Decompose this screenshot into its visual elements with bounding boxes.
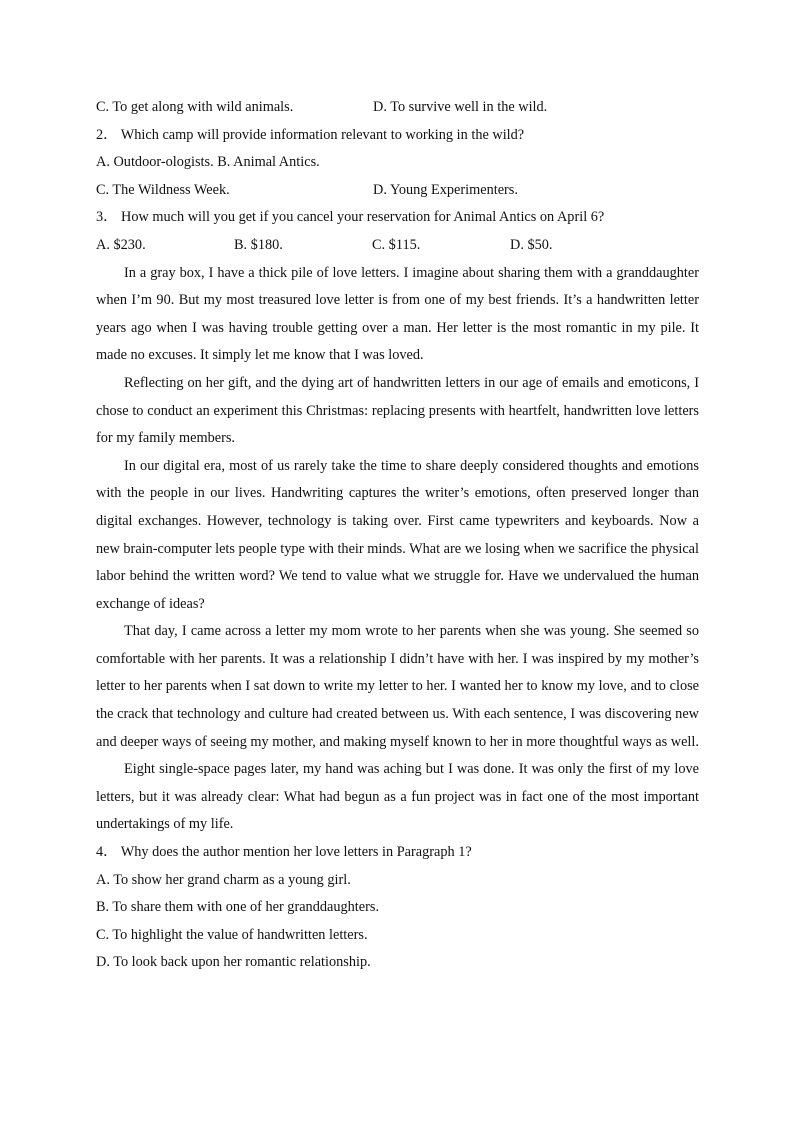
q3-options <box>96 232 699 260</box>
q4-option-d: D. To look back upon her romantic relationship. <box>96 954 371 971</box>
passage-paragraph-1-text: In a gray box, I have a thick pile of love letters. I imagine about sharing them with a granddaughter when I’m 90. But my most treasured love letter is from one of my best friends. It’s a handwritten letter years ago when I was having trouble getting over a man. Her letter is the most romantic in my pile. It made no excuses. It simply let me know that I was loved. <box>96 264 699 364</box>
q2-stem: 2． Which camp will provide information relevant to working in the wild? <box>96 126 525 143</box>
passage-paragraph-2 <box>96 370 699 453</box>
passage-paragraph-1 <box>96 260 699 370</box>
q2-option-d: D. Young Experimenters. <box>373 181 518 198</box>
q4-option-c: C. To highlight the value of handwritten letters. <box>96 926 368 943</box>
q3-option-a: A. $230. <box>96 236 146 253</box>
q4-option-a: A. To show her grand charm as a young girl. <box>96 871 351 888</box>
q2-options-ab: A. Outdoor-ologists. B. Animal Antics. <box>96 154 320 171</box>
q1-options-cd <box>96 94 699 122</box>
q1-option-c: C. To get along with wild animals. <box>96 99 294 115</box>
q2-option-c: C. The Wildness Week. <box>96 181 230 198</box>
passage-paragraph-4 <box>96 618 699 756</box>
passage-paragraph-3 <box>96 453 699 619</box>
q4-stem: 4． Why does the author mention her love letters in Paragraph 1? <box>96 844 472 861</box>
q3-option-b: B. $180. <box>234 236 283 253</box>
passage-paragraph-3-text: In our digital era, most of us rarely take the time to share deeply considered thoughts and emotions with the people in our lives. Handwriting captures the writer’s emotions, often preserved longer than digital exchanges. However, technology is taking over. First came typewriters and keyboards. Now a new brain-computer lets people type with their minds. What are we losing when we sacrifice the physical labor behind the written word? We tend to value what we struggle for. Have we undervalued the human exchange of ideas? <box>96 457 699 612</box>
document-page <box>96 94 699 977</box>
q2-options-cd <box>96 177 699 205</box>
passage-paragraph-2-text: Reflecting on her gift, and the dying art of handwritten letters in our age of emails and emoticons, I chose to conduct an experiment this Christmas: replacing presents with heartfelt, handwritten love letters for my family members. <box>96 374 699 447</box>
passage-paragraph-5 <box>96 756 699 839</box>
passage-paragraph-5-text: Eight single-space pages later, my hand was aching but I was done. It was only the first of my love letters, but it was already clear: What had begun as a fun project was in fact one of the most important undertakings of my life. <box>96 761 699 833</box>
q4-option-b: B. To share them with one of her granddaughters. <box>96 899 380 916</box>
q1-option-d: D. To survive well in the wild. <box>373 99 548 115</box>
q3-option-d: D. $50. <box>510 236 553 253</box>
q3-option-c: C. $115. <box>372 236 421 253</box>
q3-stem: 3． How much will you get if you cancel your reservation for Animal Antics on April 6? <box>96 209 605 226</box>
passage-paragraph-4-text: That day, I came across a letter my mom wrote to her parents when she was young. She seemed so comfortable with her parents. It was a relationship I didn’t have with her. I was inspired by my mother’s letter to her parents when I sat down to write my letter to her. I wanted her to know my love, and to close the crack that technology and culture had created between us. With each sentence, I was discovering new and deeper ways of seeing my mother, and making myself known to her in more thoughtful ways as well. <box>96 623 699 750</box>
